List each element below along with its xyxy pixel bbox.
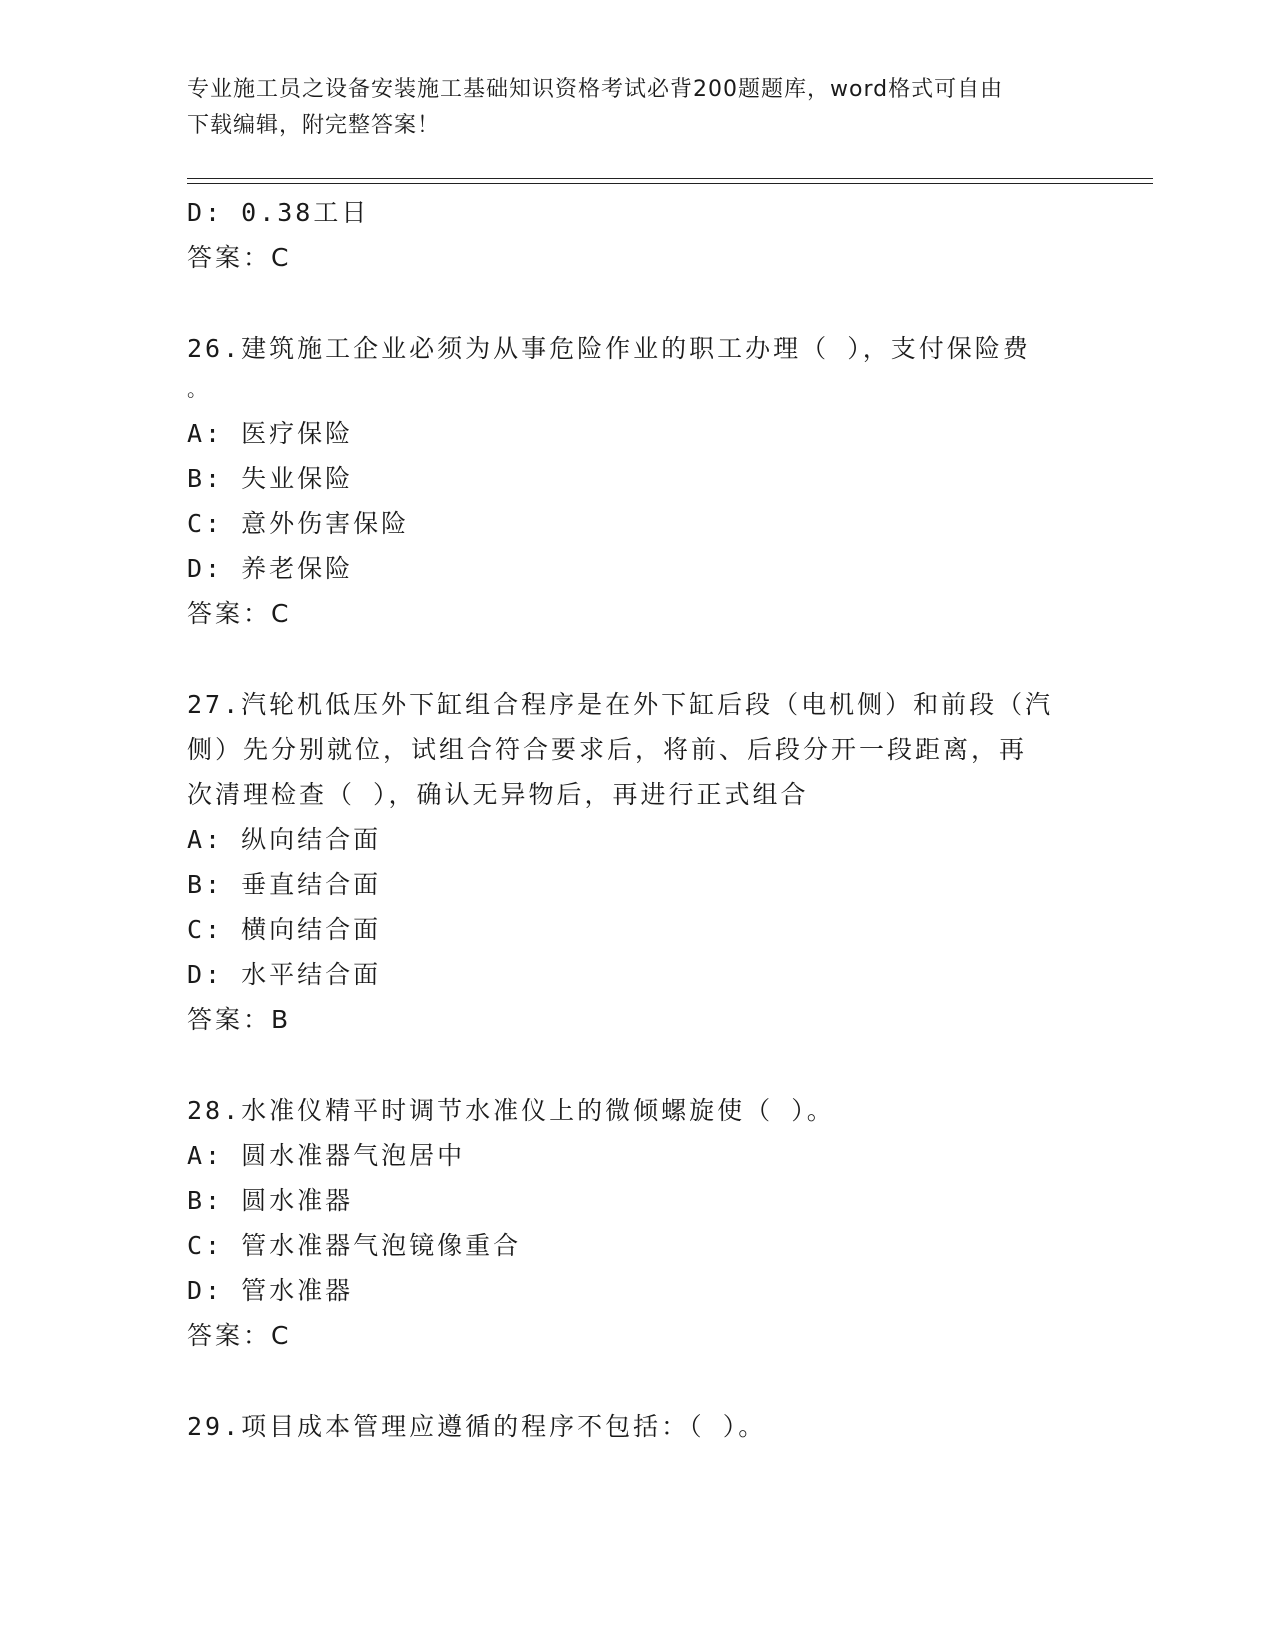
answer-label: 答案：C: [187, 599, 292, 628]
option-c: C: 横向结合面: [187, 915, 382, 944]
option-c: C: 意外伤害保险: [187, 509, 410, 538]
answer-label: 答案：C: [187, 1321, 292, 1350]
question-list: [187, 190, 1087, 1449]
option-d: D: 水平结合面: [187, 960, 382, 989]
question-stem: 26.建筑施工企业必须为从事危险作业的职工办理（ ），支付保险费: [187, 334, 1031, 363]
header-divider-top: [187, 178, 1153, 179]
question-26: [187, 326, 1087, 636]
option-d: D: 养老保险: [187, 554, 354, 583]
question-28: [187, 1088, 1087, 1358]
option-a: A: 医疗保险: [187, 419, 354, 448]
question-stem-line-2: 侧）先分别就位，试组合符合要求后，将前、后段分开一段距离，再: [187, 735, 1028, 764]
option-a: A: 纵向结合面: [187, 825, 382, 854]
option-c: C: 管水准器气泡镜像重合: [187, 1231, 522, 1260]
header-line-2: 下载编辑，附完整答案！: [187, 113, 441, 138]
question-stem: 28.水准仪精平时调节水准仪上的微倾螺旋使（ ）。: [187, 1096, 835, 1125]
header-divider-bottom: [187, 183, 1153, 184]
answer-label: 答案：C: [187, 243, 292, 272]
answer-label: 答案：B: [187, 1005, 292, 1034]
document-header: [187, 72, 1077, 144]
option-a: A: 圆水准器气泡居中: [187, 1141, 466, 1170]
question-stem: 29.项目成本管理应遵循的程序不包括：（ ）。: [187, 1412, 767, 1441]
question-stem: 27.汽轮机低压外下缸组合程序是在外下缸后段（电机侧）和前段（汽: [187, 690, 1054, 719]
question-27: [187, 682, 1087, 1042]
option-b: B: 失业保险: [187, 464, 354, 493]
header-line-1: 专业施工员之设备安装施工基础知识资格考试必背200题题库，word格式可自由: [187, 77, 1004, 102]
question-stem-continuation: 。: [187, 377, 210, 401]
option-b: B: 圆水准器: [187, 1186, 354, 1215]
question-25-tail: [187, 190, 1087, 280]
question-stem-line-3: 次清理检查（ ），确认无异物后，再进行正式组合: [187, 780, 809, 809]
question-29: [187, 1404, 1087, 1449]
option-d: D: 管水准器: [187, 1276, 354, 1305]
option-d: D: 0.38工日: [187, 198, 370, 227]
option-b: B: 垂直结合面: [187, 870, 382, 899]
